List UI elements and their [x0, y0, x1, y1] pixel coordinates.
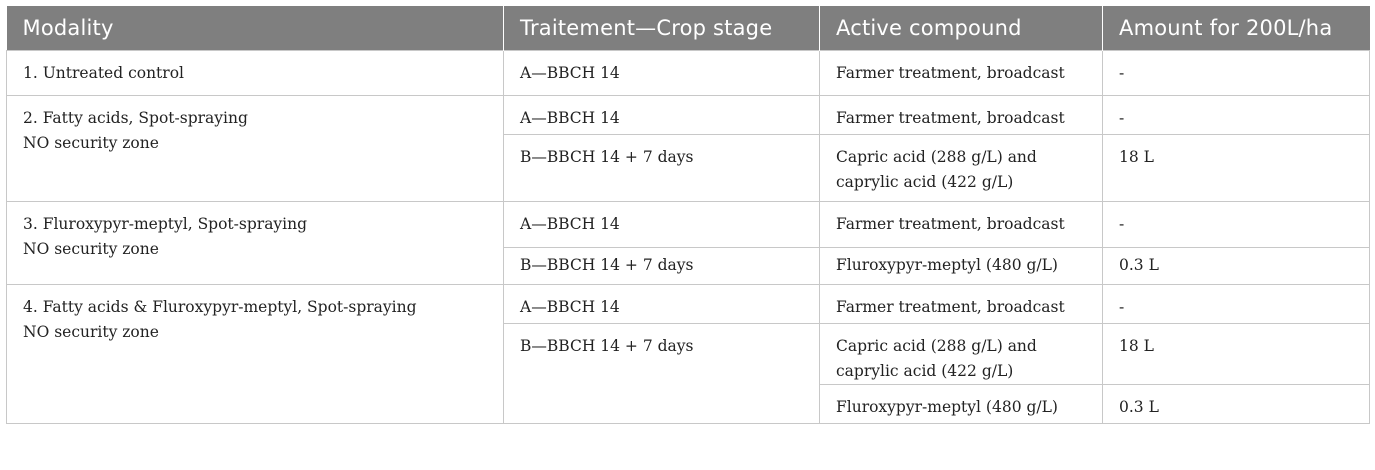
table-row: [7, 202, 1370, 248]
crop-stage-cell: A—BBCH 14: [504, 202, 820, 248]
amount-cell: -: [1103, 51, 1370, 96]
modality-note: NO security zone: [23, 323, 159, 341]
active-compound-cell: [820, 135, 1103, 202]
modality-name: 3. Fluroxypyr-meptyl, Spot-spraying: [23, 215, 308, 233]
modality-name: 1. Untreated control: [23, 64, 184, 82]
active-compound-cell: Farmer treatment, broadcast: [820, 285, 1103, 324]
modality-name: 2. Fatty acids, Spot-spraying: [23, 109, 248, 127]
amount-cell: -: [1103, 285, 1370, 324]
modality-note: NO security zone: [23, 240, 159, 258]
table-header-row: [7, 6, 1370, 51]
active-compound-line: caprylic acid (422 g/L): [836, 173, 1014, 191]
modality-name: 4. Fatty acids & Fluroxypyr-meptyl, Spot-spraying: [23, 298, 417, 316]
modality-cell: [7, 202, 504, 285]
column-header-crop-stage: Traitement—Crop stage: [504, 6, 820, 51]
amount-cell: 18 L: [1103, 324, 1370, 385]
crop-stage-cell: A—BBCH 14: [504, 51, 820, 96]
modality-cell: [7, 96, 504, 202]
amount-cell: -: [1103, 96, 1370, 135]
active-compound-line: Capric acid (288 g/L) and: [836, 337, 1037, 355]
treatment-table: [6, 6, 1370, 424]
table-row: [7, 51, 1370, 96]
amount-cell: -: [1103, 202, 1370, 248]
table-row: [7, 96, 1370, 135]
active-compound-cell: Farmer treatment, broadcast: [820, 51, 1103, 96]
amount-cell: 0.3 L: [1103, 385, 1370, 424]
active-compound-line: caprylic acid (422 g/L): [836, 362, 1014, 380]
active-compound-cell: Fluroxypyr-meptyl (480 g/L): [820, 248, 1103, 285]
crop-stage-cell: B—BBCH 14 + 7 days: [504, 135, 820, 202]
modality-cell: [7, 51, 504, 96]
modality-note: NO security zone: [23, 134, 159, 152]
active-compound-line: Capric acid (288 g/L) and: [836, 148, 1037, 166]
crop-stage-cell: A—BBCH 14: [504, 285, 820, 324]
column-header-modality: Modality: [7, 6, 504, 51]
crop-stage-cell: B—BBCH 14 + 7 days: [504, 324, 820, 424]
amount-cell: 0.3 L: [1103, 248, 1370, 285]
active-compound-cell: Farmer treatment, broadcast: [820, 202, 1103, 248]
active-compound-cell: Fluroxypyr-meptyl (480 g/L): [820, 385, 1103, 424]
amount-cell: 18 L: [1103, 135, 1370, 202]
active-compound-cell: Farmer treatment, broadcast: [820, 96, 1103, 135]
crop-stage-cell: B—BBCH 14 + 7 days: [504, 248, 820, 285]
active-compound-cell: [820, 324, 1103, 385]
crop-stage-cell: A—BBCH 14: [504, 96, 820, 135]
column-header-amount: Amount for 200L/ha: [1103, 6, 1370, 51]
column-header-active-compound: Active compound: [820, 6, 1103, 51]
table-row: [7, 285, 1370, 324]
modality-cell: [7, 285, 504, 424]
treatment-table-container: [6, 6, 1369, 424]
